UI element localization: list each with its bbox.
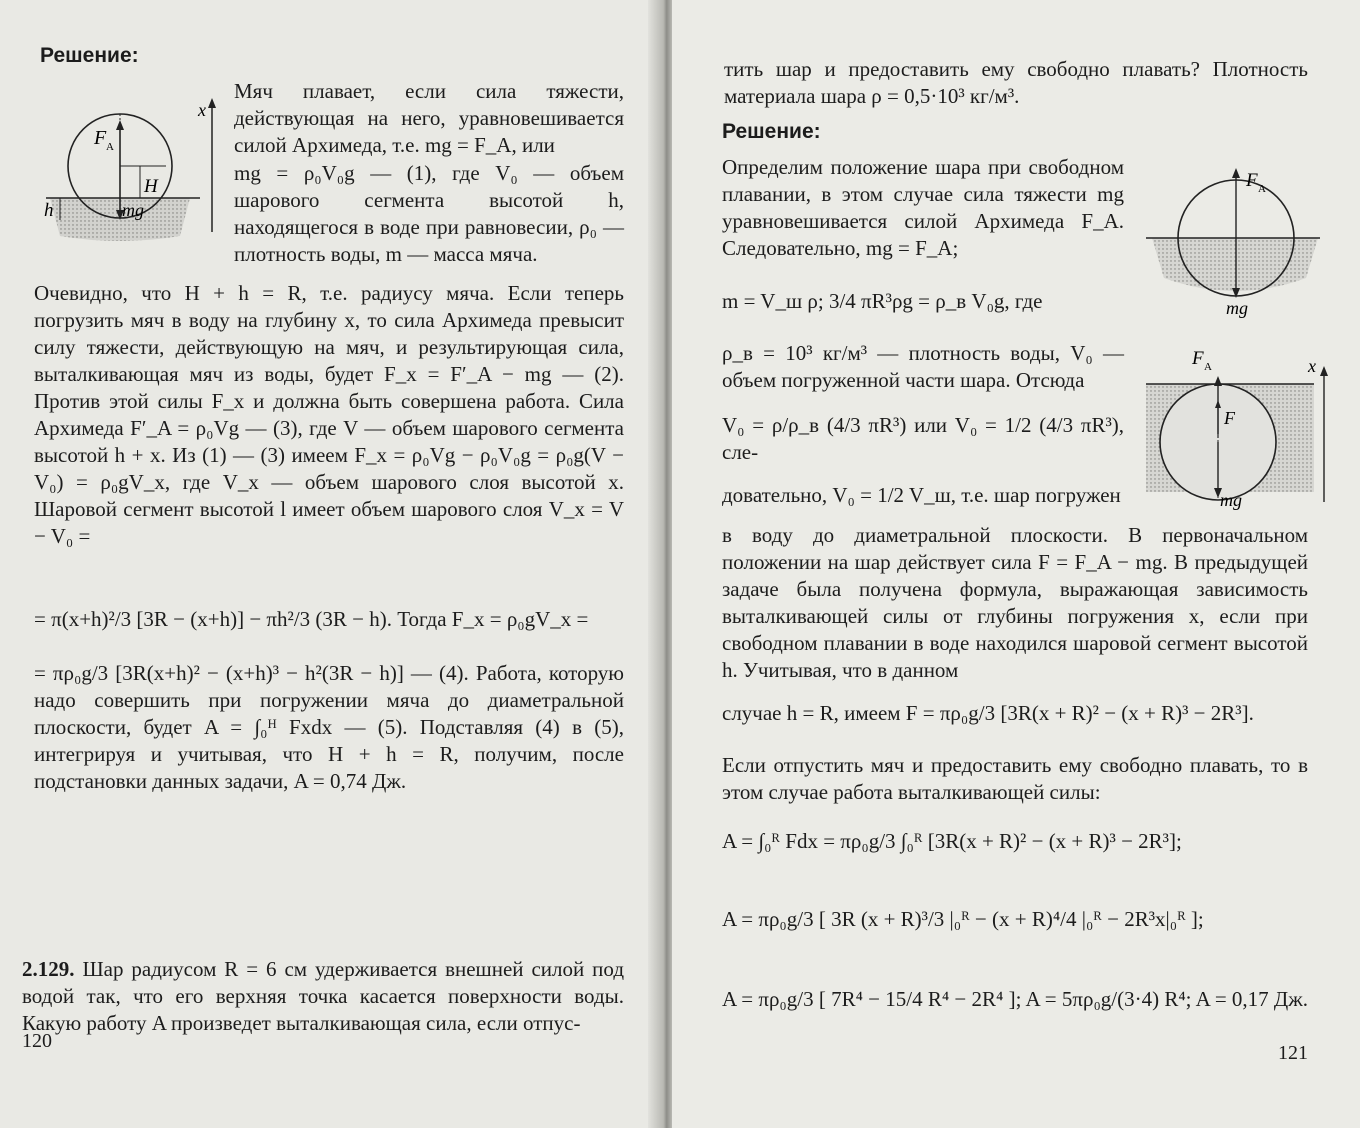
right-intro-text: Определим положение шара при свободном плавании, в этом случае сила тяжести mg уравновешивается силой Архимеда F_A. Следовательно, mg = F_A; — [722, 155, 1124, 260]
right-main-text: в воду до диаметральной плоскости. В первоначальном положении на шар действует сила F = F_A − mg. В предыдущей задаче была получена формула, выражающая зависимость выталкивающей силы от глубины погружения x, если при свободном плавании в воде находился шаровой сегмент высотой h. Учитывая, что в данном — [722, 523, 1308, 682]
svg-text:A: A — [106, 141, 114, 153]
right-release-text: Если отпустить мяч и предоставить ему свободно плавать, то в этом случае работа выталкивающей силы: — [722, 753, 1308, 804]
right-half-volume-text: довательно, V₀ = 1/2 V_ш, т.е. шар погружен — [722, 483, 1121, 507]
right-evaluated-formula: A = πρ₀g/3 [ 3R (x + R)³/3 |₀ᴿ − (x + R)⁴/4 |₀ᴿ − 2R³x|₀ᴿ ]; — [722, 907, 1204, 931]
right-integral-formula: A = ∫₀ᴿ Fdx = πρ₀g/3 ∫₀ᴿ [3R(x + R)² − (x + R)³ − 2R³]; — [722, 829, 1182, 853]
right-density-text: ρ_в = 10³ кг/м³ — плотность воды, V₀ — объем погруженной части шара. Отсюда — [722, 341, 1124, 392]
svg-text:A: A — [1258, 183, 1266, 195]
right-result-formula: A = πρ₀g/3 [ 7R⁴ − 15/4 R⁴ − 2R⁴ ]; A = 5πρ₀g/(3·4) R⁴; A = 0,17 Дж. — [722, 987, 1309, 1011]
problem-number: 2.129. — [22, 957, 75, 981]
left-solution-heading: Решение: — [40, 44, 139, 67]
left-main-text: Очевидно, что H + h = R, т.е. радиусу мяча. Если теперь погрузить мяч в воду на глубину x, то сила Архимеда превысит силу тяжести, действующую на мяч, и результирующая сила, выталкивающая мяч из воды, будет F_x = F′_A − mg — (2). Против этой силы F_x и должна быть совершена работа. Сила Архимеда F′_A = ρ₀Vg — (3), где V — объем шарового сегмента высотой h + x. Из (1) — (3) имеем F_x = ρ₀Vg − ρ₀V₀g = ρ₀g(V − V₀) = ρ₀gV_x, где V_x — объем шарового слоя высотой x. Шаровой сегмент высотой l имеет объем шарового слоя V_x = V − V₀ = — [34, 281, 624, 548]
problem-text: Шар радиусом R = 6 см удерживается внешней силой под водой так, что его верхняя точка касается поверхности воды. Какую работу A произведет выталкивающая сила, если отпус- — [22, 957, 624, 1035]
right-solution-heading: Решение: — [722, 120, 821, 143]
left-intro-text: Мяч плавает, если сила тяжести, действующая на него, уравновешивается силой Архимеда, т.е. mg = F_A, или — [234, 79, 624, 157]
left-eq1-text: mg = ρ₀V₀g — (1), где V₀ — объем шарового сегмента высотой h, находящегося в воде при равновесии, ρ₀ — плотность воды, m — масса мяча. — [234, 161, 624, 266]
right-mass-equation: m = V_ш ρ; 3/4 πR³ρg = ρ_в V₀g, где — [722, 289, 1043, 313]
x-axis-figure — [196, 96, 220, 236]
left-work-text: = πρ₀g/3 [3R(x+h)² − (x+h)³ − h²(3R − h)] — (4). Работа, которую надо совершить при погружении мяча до диаметральной плоскости, будет A = ∫₀ᴴ Fxdx — (5). Подставляя (4) в (5), интегрируя и учитывая, что H + h = R, получим, после подстановки данных задачи, A = 0,74 Дж. — [34, 661, 624, 793]
right-page — [672, 0, 1360, 1128]
mg-label: mg — [122, 200, 144, 220]
floating-sphere-figure — [1142, 160, 1322, 320]
x-axis-label: x — [1308, 356, 1316, 376]
mg-label-top: mg — [1226, 298, 1248, 318]
h-lower-label: h — [44, 200, 54, 221]
right-continuation-text: тить шар и предоставить ему свободно плавать? Плотность материала шара ρ = 0,5·10³ кг/м³. — [724, 57, 1308, 108]
h-upper-label: H — [144, 176, 158, 197]
x-axis-label: x — [198, 100, 206, 120]
mg-label-bottom: mg — [1220, 490, 1242, 510]
f-label: F — [1224, 408, 1235, 428]
problem-2-129 — [22, 956, 624, 1037]
right-force-formula: случае h = R, имеем F = πρ₀g/3 [3R(x + R)² − (x + R)³ − 2R³]. — [722, 701, 1254, 725]
right-volume-formula: V₀ = ρ/ρ_в (4/3 πR³) или V₀ = 1/2 (4/3 πR³), сле- — [722, 413, 1124, 464]
left-page — [0, 0, 664, 1128]
submerged-sphere-figure — [1142, 342, 1332, 512]
svg-text:A: A — [1204, 361, 1212, 373]
left-page-number: 120 — [22, 1030, 52, 1052]
right-page-number: 121 — [1278, 1042, 1308, 1064]
fa-label-bottom: F — [1192, 348, 1204, 369]
left-volume-formula: = π(x+h)²/3 [3R − (x+h)] − πh²/3 (3R − h). Тогда F_x = ρ₀gV_x = — [34, 607, 589, 631]
fa-label: F — [94, 127, 107, 149]
fa-label-top: F — [1246, 170, 1258, 191]
